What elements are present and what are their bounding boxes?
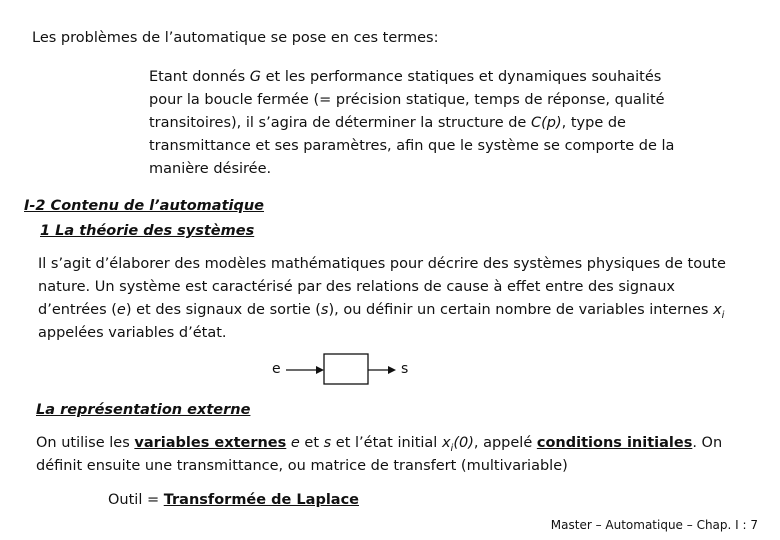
subsection-heading: 1 La théorie des systèmes xyxy=(40,223,255,239)
system-box xyxy=(324,354,368,384)
external-representation-heading: La représentation externe xyxy=(36,402,251,418)
section-heading: I-2 Contenu de l’automatique xyxy=(24,198,265,214)
page-footer: Master – Automatique – Chap. I : 7 xyxy=(550,518,758,532)
paragraph-systems-theory: Il s’agit d’élaborer des modèles mathématiques pour décrire des systèmes physiques de toute nature. Un système est caractérisé par des relations de cause à effet entre des signaux d’entrées (e) et des signaux de sortie (s), ou définir un certain nombre de variables internes $x_i$ appelées variables d’état. xyxy=(38,256,726,341)
term-conditions-initiales: conditions initiales xyxy=(536,435,693,451)
diagram-input-label: e xyxy=(272,361,281,377)
diagram-output-label: s xyxy=(401,361,409,377)
paragraph-problem-statement: Etant donnés G et les performance statiques et dynamiques souhaités pour la boucle fermée (= précision statique, temps de réponse, qualité transitoires), il s’agira de déterminer la structure de C(p), type de transmittance et ses paramètres, afin que le système se comporte de la manière désirée. xyxy=(149,69,675,177)
var-g: G xyxy=(249,69,262,85)
paragraph-external-representation: On utilise les variables externes e et s et l’état initial $x_i(0)$, appelé conditions initiales. On définit ensuite une transmittance, ou matrice de transfert (multivariable) xyxy=(36,435,723,474)
system-block-diagram xyxy=(270,350,420,390)
intro-line: Les problèmes de l’automatique se pose en ces termes: xyxy=(32,30,439,46)
var-cp: C(p) xyxy=(530,115,562,131)
output-arrowhead xyxy=(388,366,396,374)
input-arrowhead xyxy=(316,366,324,374)
outil-value: Transformée de Laplace xyxy=(163,492,360,508)
outil-line: Outil = Transformée de Laplace xyxy=(108,492,360,508)
term-variables-externes: variables externes xyxy=(134,435,287,451)
